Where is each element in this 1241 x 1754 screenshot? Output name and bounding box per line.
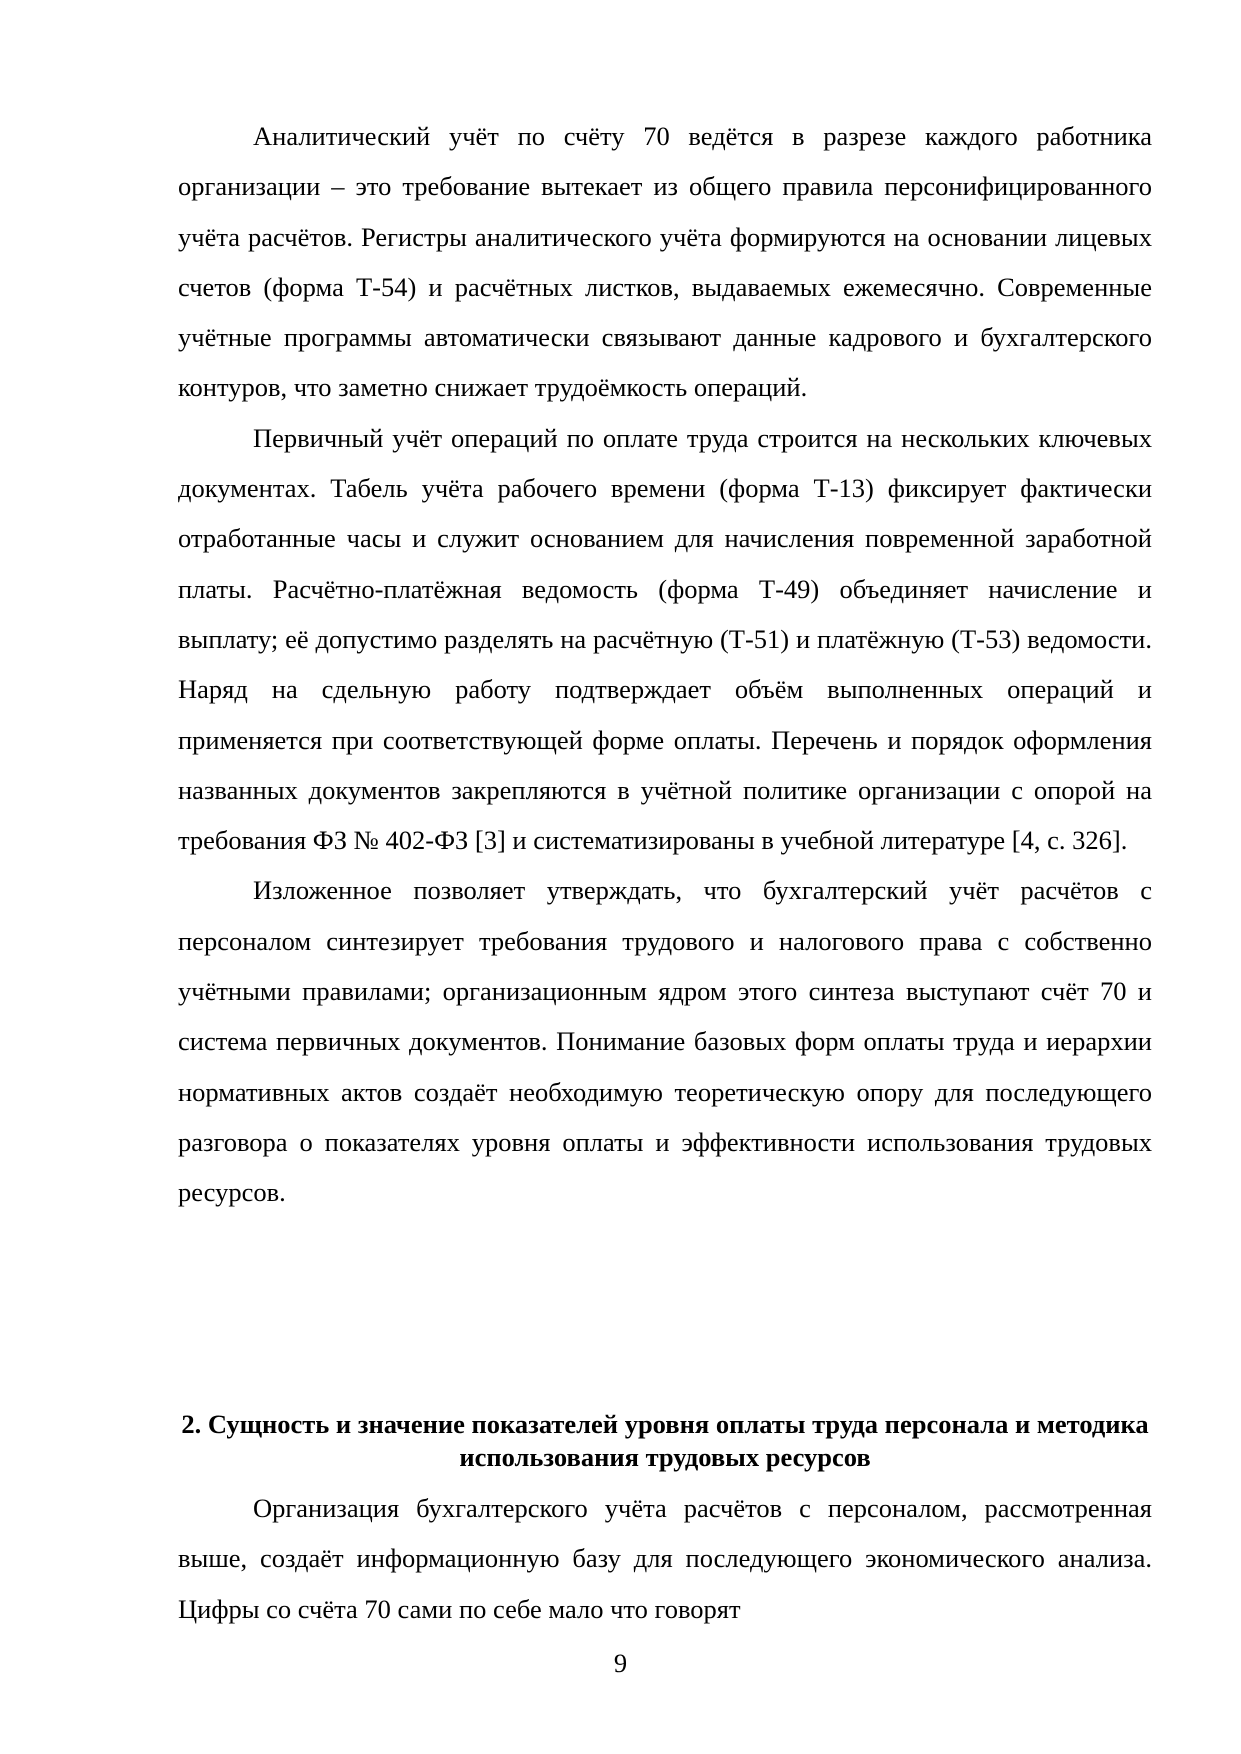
paragraph: Аналитический учёт по счёту 70 ведётся в разрезе каждого работника организации – это требование вытекает из общего правила персонифицированного учёта расчётов. Регистры аналитического учёта формируются на основании лицевых счетов (форма Т-54) и расчётных листков, выдаваемых ежемесячно. Современные учётные программы автоматически связывают данные кадрового и бухгалтерского контуров, что заметно снижает трудоёмкость операций. bbox=[178, 121, 1152, 403]
body-text-bottom bbox=[178, 1483, 1152, 1634]
body-text-top bbox=[178, 111, 1152, 1218]
page-number: 9 bbox=[613, 1648, 628, 1678]
paragraph: Изложенное позволяет утверждать, что бухгалтерский учёт расчётов с персоналом синтезирует требования трудового и налогового права с собственно учётными правилами; организационным ядром этого синтеза выступают счёт 70 и система первичных документов. Понимание базовых форм оплаты труда и иерархии нормативных актов создаёт необходимую теоретическую опору для последующего разговора о показателях уровня оплаты и эффективности использования трудовых ресурсов. bbox=[178, 875, 1152, 1208]
paragraph: Первичный учёт операций по оплате труда строится на нескольких ключевых документах. Табель учёта рабочего времени (форма Т-13) фиксирует фактически отработанные часы и служит основанием для начисления повременной заработной платы. Расчётно-платёжная ведомость (форма Т-49) объединяет начисление и выплату; её допустимо разделять на расчётную (Т-51) и платёжную (Т-53) ведомости. Наряд на сдельную работу подтверждает объём выполненных операций и применяется при соответствующей форме оплаты. Перечень и порядок оформления названных документов закрепляются в учётной политике организации с опорой на требования ФЗ № 402-ФЗ [3] и систематизированы в учебной литературе [4, с. 326]. bbox=[178, 422, 1152, 856]
paragraph: Организация бухгалтерского учёта расчётов с персоналом, рассмотренная выше, создаёт информационную базу для последующего экономического анализа. Цифры со счёта 70 сами по себе мало что говорят bbox=[178, 1493, 1152, 1624]
section-heading: 2. Сущность и значение показателей уровня оплаты труда персонала и методика использования трудовых ресурсов bbox=[181, 1409, 1149, 1472]
